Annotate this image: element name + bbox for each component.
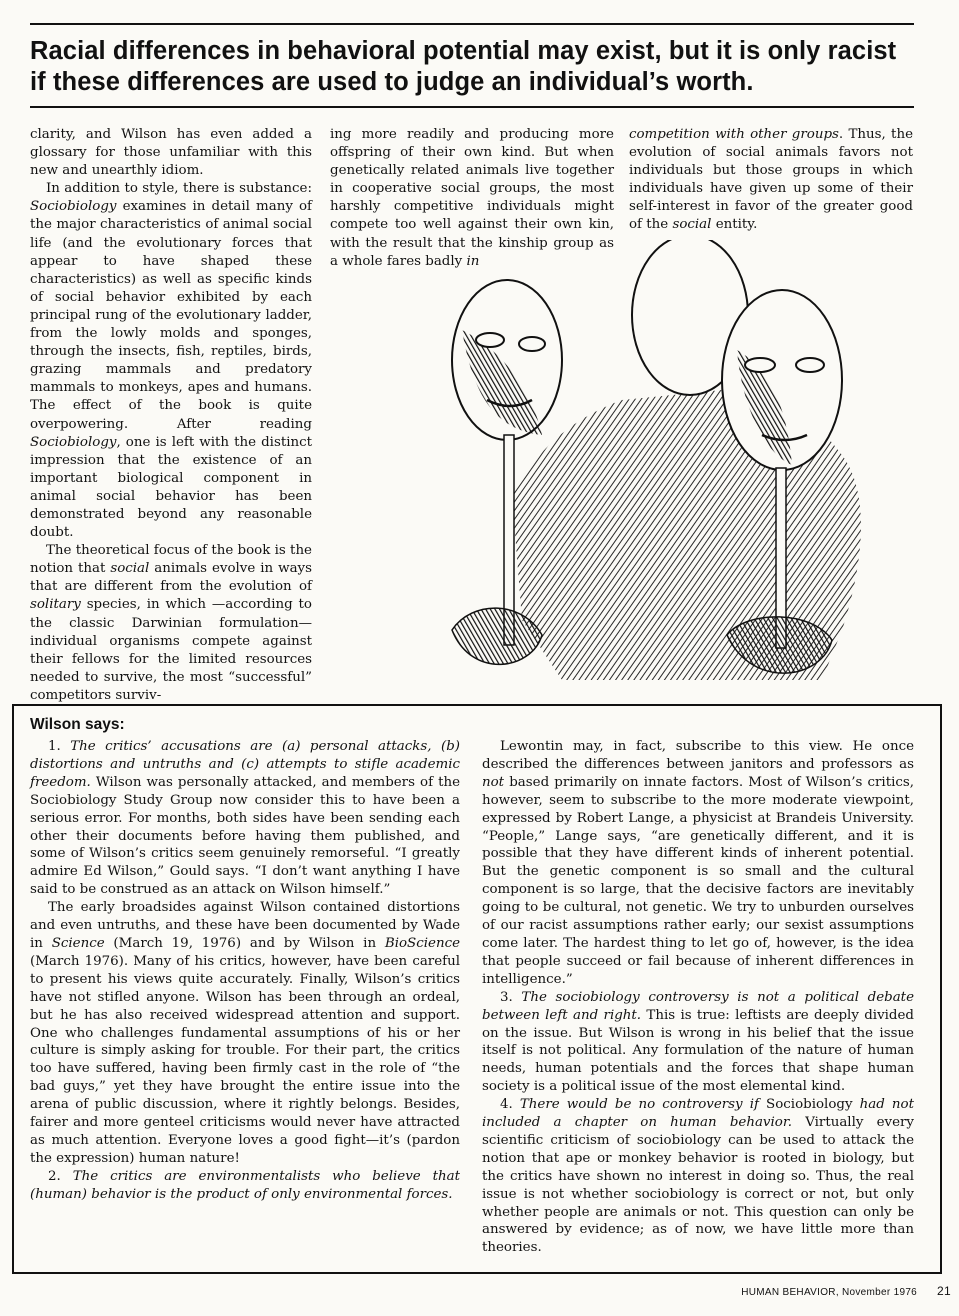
- body-column-3: [629, 126, 913, 235]
- top-rule: [30, 23, 914, 25]
- sidebar-title: Wilson says:: [30, 716, 125, 733]
- paragraph: The early broadsides against Wilson contained distortions and even untruths, and these have been documented by Wade in Science (March 19, 1976) and by Wilson in BioScience (March 1976). Many of his critics, however, have been careful to present his views quite accurately. Finally, Wilson’s critics have not stifled anyone. Wilson has been through an ordeal, but he has also received widespread attention and support. One who challenges fundamental assumptions of his or her culture is simply asking for trouble. For their part, the critics too have suffered, having been firmly cast in the role of “the bad guys,” yet they have brought the entire issue into the arena of public discussion, where it rightly belongs. Besides, fairer and more genteel criticisms would never have attracted as much attention. Everyone loves a good fight—it’s (pardon the expression) human nature!: [30, 900, 460, 1166]
- page-number: 21: [937, 1284, 951, 1298]
- headline: Racial differences in behavioral potential may exist, but it is only racist if these differences are used to judge an individual’s worth.: [30, 37, 897, 96]
- paragraph: competition with other groups. Thus, the evolution of social animals favors not individuals but those groups in which individuals have given up some of their self-interest in favor of the greater good of the social entity.: [629, 127, 913, 233]
- paragraph: ing more readily and producing more offspring of their own kind. But when genetically related animals live together in cooperative social groups, the most harshly competitive individuals might compete too well against their own kin, with the result that the kinship group as a whole fares badly in: [330, 127, 614, 269]
- paragraph: 2. The critics are environmentalists who believe that (human) behavior is the product of only environmental forces.: [30, 1168, 460, 1202]
- body-column-1: [30, 126, 312, 705]
- paragraph: Lewontin may, in fact, subscribe to this view. He once described the differences between janitors and professors as not based primarily on innate factors. Most of Wilson’s critics, however, seem to subscribe to the more moderate viewpoint, expressed by Robert Lange, a physicist at Brandeis University. “People,” Lange says, “are genetically different, and it is possible that they have different kinds of inherent potential. But the genetic component is so small and the cultural component is so large, that the decisive factors are inevitably going to be cultural, not genetic. We try to unburden ourselves of our racist assumptions rather early; our sexist assumptions come later. The hardest thing to let go of, however, is the idea that people succeed or fail because of inherent differences in intelligence.”: [482, 739, 914, 987]
- paragraph: In addition to style, there is substance: Sociobiology examines in detail many of the major characteristics of animal social life (and the evolutionary forces that appear to have shaped these characteristics) as well as specific kinds of social behavior exhibited by each principal rung of the evolutionary ladder, from the lowly molds and sponges, through the insects, fish, reptiles, birds, grazing mammals and predatory mammals to monkeys, apes and humans. The effect of the book is quite overpowering. After reading Sociobiology, one is left with the distinct impression that the existence of an important biological component in animal social behavior has been demonstrated beyond any reasonable doubt.: [30, 181, 312, 541]
- page-footer: [741, 1284, 951, 1298]
- masks-illustration: [392, 240, 922, 710]
- sidebar-column-right: [482, 738, 914, 1257]
- paragraph: The theoretical focus of the book is the notion that social animals evolve in ways that are different from the evolution of solitary species, in which —according to the classic Darwinian formulation—individual organisms compete against their fellows for the limited resources needed to survive, the most “successful” competitors surviv-: [30, 543, 312, 703]
- paragraph: 1. The critics’ accusations are (a) personal attacks, (b) distortions and untruths and (c) attempts to stifle academic freedom. Wilson was personally attacked, and members of the Sociobiology Study Group now consider this to have been a serious error. For months, both sides have been sending each other their documents before having them published, and some of Wilson’s critics seem genuinely remorseful. “I greatly admire Ed Wilson,” Gould says. “I don’t want anything I have said to be construed as an attack on Wilson himself.”: [30, 739, 460, 898]
- publication-line: HUMAN BEHAVIOR, November 1976: [741, 1287, 918, 1298]
- paragraph: 3. The sociobiology controversy is not a political debate between left and right. This is true: leftists are deeply divided on the issue. But Wilson is wrong in his belief that the issue itself is not political. Any formulation of the nature of human needs, human potentials and the forces that shape human society is a political issue of the most elemental kind.: [482, 989, 914, 1095]
- paragraph: 4. There would be no controversy if Sociobiology had not included a chapter on human behavior. Virtually every scientific criticism of sociobiology can be used to attack the notion that ape or monkey behavior is rooted in biology, but the critics have shown no interest in doing so. Thus, the real issue is not whether sociobiology is correct or not, but only whether people are animals or not. This question can only be answered by evidence; as of now, we have little more than theories.: [482, 1097, 914, 1256]
- sidebar-column-left: [30, 738, 460, 1204]
- paragraph: clarity, and Wilson has even added a glossary for those unfamiliar with this new and unearthly idiom.: [30, 127, 312, 179]
- headline-rule: [30, 106, 914, 108]
- wilson-says-sidebar: [12, 704, 942, 1274]
